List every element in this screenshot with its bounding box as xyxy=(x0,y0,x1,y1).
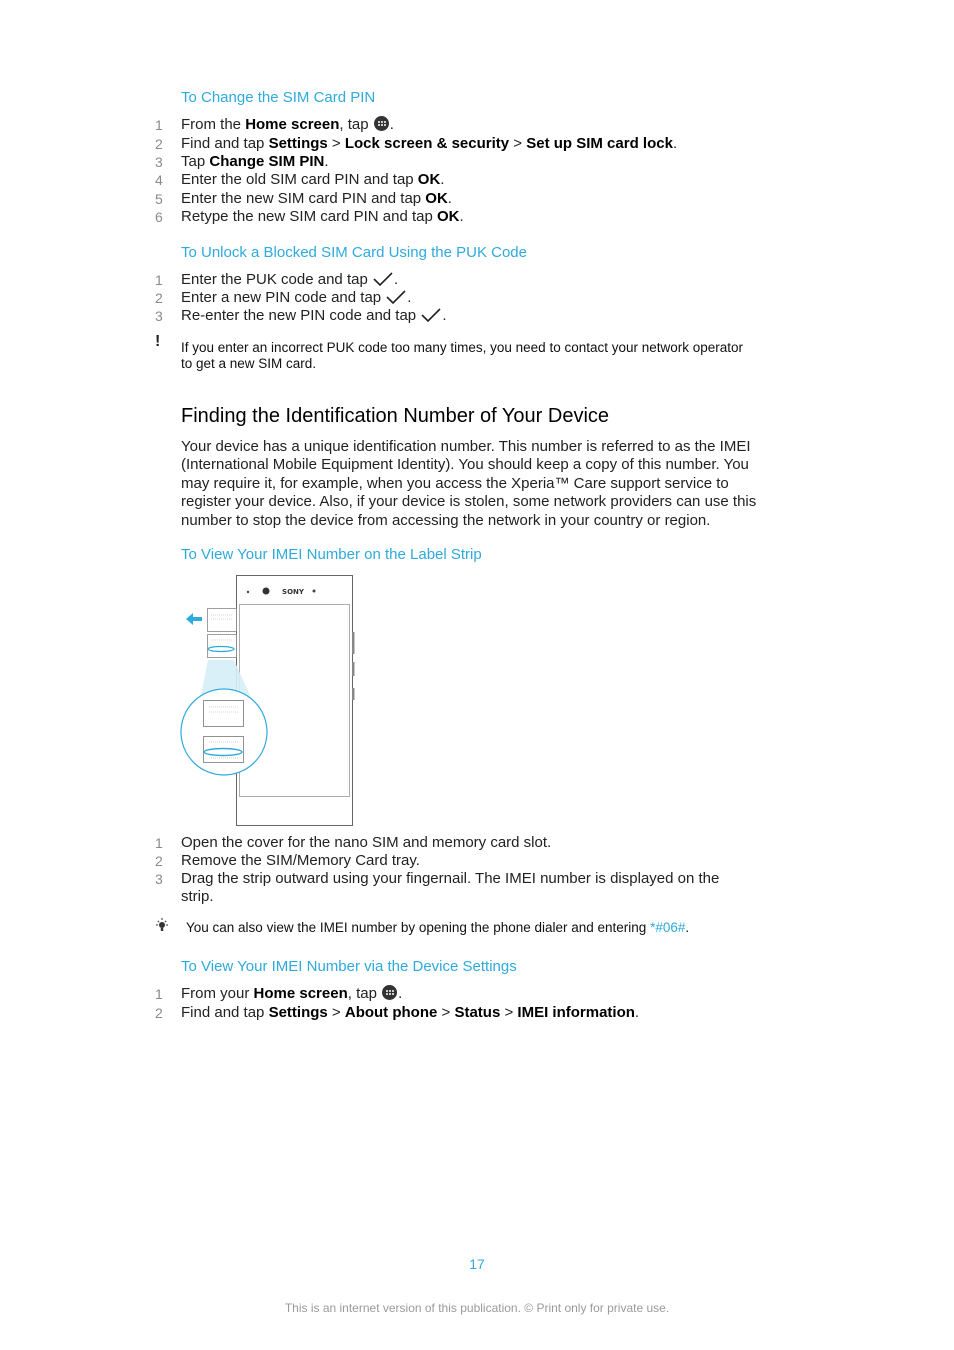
home-screen-label: Home screen xyxy=(245,116,340,133)
tip-text: You can also view the IMEI number by opening the phone dialer and entering xyxy=(186,920,651,935)
step-text: . xyxy=(398,985,403,1002)
step-text: . xyxy=(459,208,464,225)
paragraph-line: (International Mobile Equipment Identity). You should keep a copy of this number. You xyxy=(181,456,749,474)
step-number: 5 xyxy=(155,191,163,207)
apps-icon xyxy=(374,116,389,131)
label-strip-heading: To View Your IMEI Number on the Label Strip xyxy=(181,546,482,563)
lock-screen-security-label: Lock screen & security xyxy=(344,135,510,152)
separator: > xyxy=(327,135,345,152)
about-phone-label: About phone xyxy=(344,1004,438,1021)
step-number: 1 xyxy=(155,117,163,133)
step-text: , tap xyxy=(339,116,373,133)
checkmark-icon xyxy=(385,289,407,305)
imei-paragraph xyxy=(181,438,786,530)
step-text: . xyxy=(447,190,452,207)
step-number: 2 xyxy=(155,290,163,306)
step-number: 3 xyxy=(155,308,163,324)
step-number: 1 xyxy=(155,986,163,1002)
step-text: Enter the new SIM card PIN and tap xyxy=(181,190,426,207)
step-text: Enter the old SIM card PIN and tap xyxy=(181,171,418,188)
device-settings-heading: To View Your IMEI Number via the Device Settings xyxy=(181,958,517,975)
settings-label: Settings xyxy=(268,135,328,152)
apps-icon xyxy=(382,985,397,1000)
step-number: 3 xyxy=(155,871,163,887)
warning-line: to get a new SIM card. xyxy=(181,356,317,371)
step-text: , tap xyxy=(347,985,382,1002)
phone-illustration xyxy=(178,572,358,830)
dialer-code-link[interactable]: *#06# xyxy=(650,920,686,935)
exclamation-icon: ! xyxy=(155,333,161,350)
step-text: Retype the new SIM card PIN and tap xyxy=(181,208,437,225)
change-sim-pin-heading: To Change the SIM Card PIN xyxy=(181,89,376,106)
step-number: 3 xyxy=(155,154,163,170)
step-text: Tap xyxy=(181,153,210,170)
separator: > xyxy=(437,1004,455,1021)
step-text: Open the cover for the nano SIM and memory card slot. xyxy=(181,834,552,851)
page-number: 17 xyxy=(469,1256,485,1272)
tip-text: . xyxy=(685,920,690,935)
brand-logo: SONY xyxy=(282,588,304,596)
step-text: . xyxy=(634,1004,640,1021)
ok-label: OK xyxy=(417,171,441,188)
step-text: . xyxy=(393,271,399,288)
step-text: Re-enter the new PIN code and tap xyxy=(181,307,421,324)
step-number: 1 xyxy=(155,272,163,288)
paragraph-line: may require it, for example, when you access the Xperia™ Care support service to xyxy=(181,474,729,492)
step-text: . xyxy=(389,116,394,133)
paragraph-line: register your device. Also, if your device is stolen, some network providers can use this xyxy=(181,493,757,511)
step-text: . xyxy=(442,307,447,324)
step-text: Find and tap xyxy=(181,1004,269,1021)
ok-label: OK xyxy=(436,208,460,225)
step-text: . xyxy=(407,289,412,306)
ok-label: OK xyxy=(425,190,448,207)
step-text: Enter the PUK code and tap xyxy=(181,271,372,288)
step-text: From your xyxy=(181,985,254,1002)
step-number: 6 xyxy=(155,209,163,225)
step-text: . xyxy=(324,153,329,170)
checkmark-icon xyxy=(372,271,394,287)
paragraph-line: number to stop the device from accessing the network in your country or region. xyxy=(181,511,711,529)
home-screen-label: Home screen xyxy=(253,985,348,1002)
step-text: Remove the SIM/Memory Card tray. xyxy=(181,852,420,869)
step-number: 2 xyxy=(155,136,163,152)
separator: > xyxy=(500,1004,518,1021)
warning-note xyxy=(181,340,801,372)
step-text: From the xyxy=(181,116,246,133)
separator: > xyxy=(327,1004,345,1021)
change-sim-pin-label: Change SIM PIN xyxy=(209,153,325,170)
step-number: 4 xyxy=(155,172,163,188)
step-text: Drag the strip outward using your fingernail. The IMEI number is displayed on the xyxy=(181,870,720,887)
tip-note xyxy=(186,920,806,936)
step-text: . xyxy=(672,135,678,152)
step-text: Find and tap xyxy=(181,135,269,152)
step-text: . xyxy=(440,171,445,188)
sim-card-lock-label: Set up SIM card lock xyxy=(526,135,673,152)
section-title: Finding the Identification Number of Your Device xyxy=(181,405,610,427)
footer-note: This is an internet version of this publication. © Print only for private use. xyxy=(284,1301,670,1315)
step-number: 2 xyxy=(155,853,163,869)
lightbulb-icon xyxy=(155,917,171,933)
step-number: 1 xyxy=(155,835,163,851)
settings-label: Settings xyxy=(268,1004,328,1021)
step-text: Enter a new PIN code and tap xyxy=(181,289,386,306)
paragraph-line: Your device has a unique identification number. This number is referred to as the IMEI xyxy=(181,438,751,455)
checkmark-icon xyxy=(420,307,442,323)
separator: > xyxy=(509,135,527,152)
step-number: 2 xyxy=(155,1005,163,1021)
step-text: strip. xyxy=(181,888,214,905)
status-label: Status xyxy=(454,1004,501,1021)
unlock-puk-heading: To Unlock a Blocked SIM Card Using the PUK Code xyxy=(181,244,527,261)
imei-information-label: IMEI information xyxy=(517,1004,635,1021)
warning-line: If you enter an incorrect PUK code too many times, you need to contact your network operator xyxy=(181,340,744,355)
